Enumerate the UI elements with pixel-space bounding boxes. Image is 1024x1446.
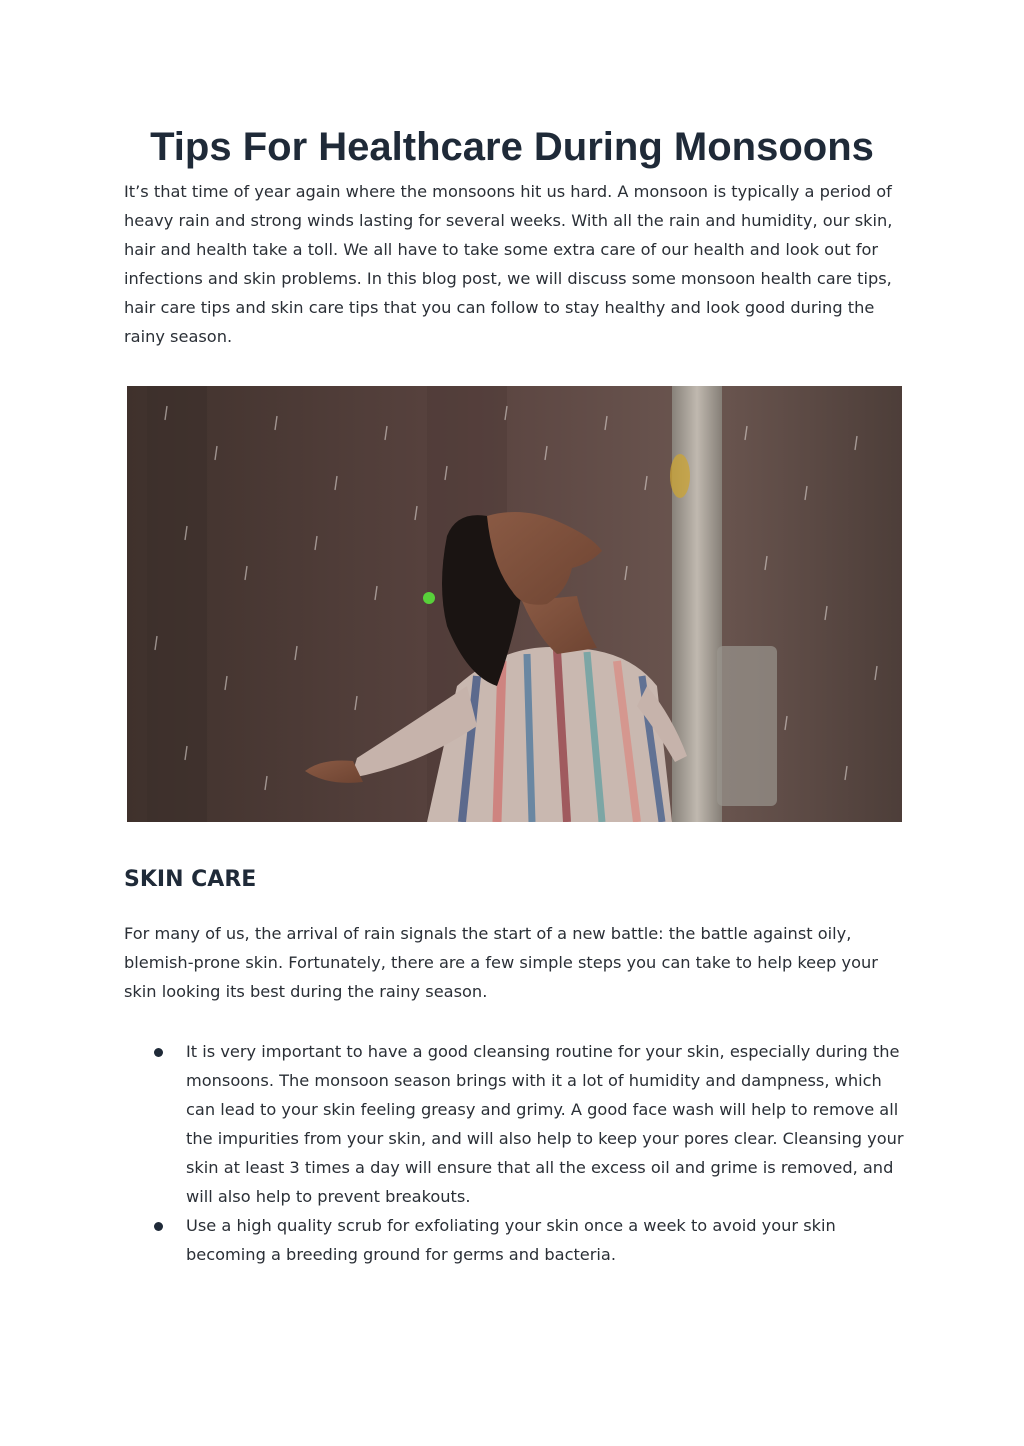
skin-care-heading: SKIN CARE [124,867,257,892]
bullet-icon [154,1222,163,1231]
list-item-text: It is very important to have a good cleansing routine for your skin, especially during the monsoons. The monsoon season brings with it a lot of humidity and dampness, which can lead to your skin feeling greasy and grimy. A good face wash will help to remove all the impurities from your skin, and will also help to keep your pores clear. Cleansing your skin at least 3 times a day will ensure that all the excess oil and grime is removed, and will also help to prevent breakouts. [186,1042,904,1206]
bullet-icon [154,1048,163,1057]
list-item [124,1037,909,1211]
intro-paragraph: It’s that time of year again where the monsoons hit us hard. A monsoon is typically a period of heavy rain and strong winds lasting for several weeks. With all the rain and humidity, our skin, hair and health take a toll. We all have to take some extra care of our health and look out for infections and skin problems. In this blog post, we will discuss some monsoon health care tips, hair care tips and skin care tips that you can follow to stay healthy and look good during the rainy season. [124,182,893,346]
skin-care-tips-list [124,1037,909,1269]
woman-in-rain-photo [127,386,902,822]
skin-care-intro-paragraph: For many of us, the arrival of rain signals the start of a new battle: the battle against oily, blemish-prone skin. Fortunately, there are a few simple steps you can take to help keep your skin looking its best during the rainy season. [124,924,878,1001]
list-item-text: Use a high quality scrub for exfoliating your skin once a week to avoid your skin becoming a breeding ground for germs and bacteria. [186,1216,836,1264]
page-title: Tips For Healthcare During Monsoons [150,125,874,169]
list-item [124,1211,909,1269]
